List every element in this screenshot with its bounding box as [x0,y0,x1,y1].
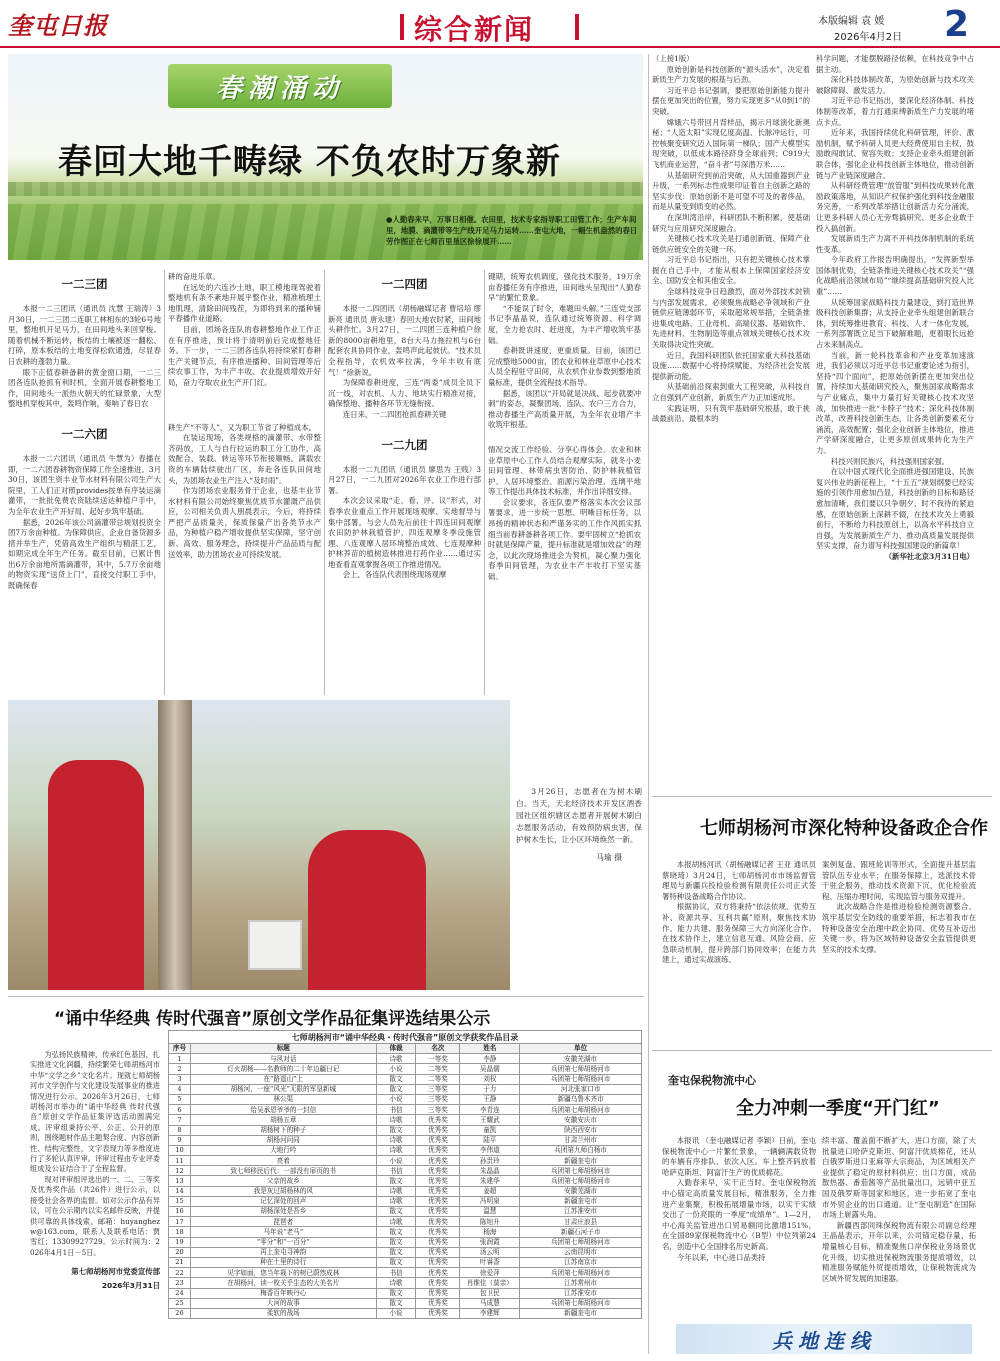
table-row [169,1308,642,1318]
table-cell: 小说 [376,1156,416,1166]
table-cell: 柔软的战场 [190,1308,376,1318]
table-cell: 优秀奖 [416,1176,460,1186]
tree-trunk [158,700,192,990]
story3-headline: 全力冲刺一季度“开门红” [736,1098,940,1119]
table-header-cell: 单位 [520,1044,642,1054]
table-cell: 大地行吟 [190,1145,376,1155]
table-cell: 陆平 [460,1135,520,1145]
table-row [169,1196,642,1206]
table-cell: 杨海 [460,1227,520,1237]
table-cell: 兵团第七师胡杨河市 [520,1074,642,1084]
table-cell: 10 [169,1145,191,1155]
table-cell: 2 [169,1064,191,1074]
table-cell: 18 [169,1227,191,1237]
table-cell: 22 [169,1268,191,1278]
table-cell: 书信 [376,1105,416,1115]
section-heading: 一二九团 [381,437,428,452]
table-cell: 马年说“老马” [190,1227,376,1237]
table-cell: 徐爱萍 [460,1268,520,1278]
table-cell: 陕西西安市 [520,1125,642,1135]
table-cell: 江苏淮安市 [520,1207,642,1217]
commentary-col-b [816,54,974,563]
table-row [169,1288,642,1298]
table-cell: 见字如面，您当年栽下的树已蔚然成林 [190,1268,376,1278]
table-cell: 5 [169,1094,191,1104]
table-cell: 9 [169,1135,191,1145]
table-row [169,1186,642,1196]
table-cell: 优秀奖 [416,1186,460,1196]
table-cell: 优秀奖 [416,1298,460,1308]
table-cell: 25 [169,1298,191,1308]
table-cell: 11 [169,1156,191,1166]
column-2 [168,272,321,560]
table-cell: 在胡杨河，读一枚关乎生态的大美名片 [190,1278,376,1288]
page-date: 2026年4月2日 [834,32,903,43]
table-cell: 散文 [376,1298,416,1308]
table-header-cell: 序号 [169,1044,191,1054]
table-row [169,1247,642,1257]
table-cell: 安徽安庆市 [520,1115,642,1125]
story3-col-b [822,1136,976,1284]
table-cell: 叶睿香 [460,1257,520,1267]
table-cell: 兵团第七师胡杨河市 [520,1298,642,1308]
table-cell: 散文 [376,1125,416,1135]
table-row [169,1207,642,1217]
table-cell: 二等奖 [416,1074,460,1084]
spring-banner [168,64,392,108]
table-cell: 王静 [460,1094,520,1104]
table-cell: 优秀奖 [416,1125,460,1135]
table-cell: 诗歌 [376,1186,416,1196]
article-body: 本报胡杨河讯（胡杨融媒记者 王亚 通讯员 蔡晓琦）3月24日，七师胡杨河市市场监督管理局与新疆兵投检验检测有限责任公司正式签署特种设备战略合作协议。 根据协议，双方将秉持“依法依规、优势互补、资源共享、互利共赢”原则，聚焦技术协作、能力共建、服务保障三大方向深化合作。在技术协作上，建立信息互通、风险会商、应急联动机制，提升跨部门协同效率；在能力共建上，通过实战演练、 [662,860,816,965]
table-cell: 优秀奖 [416,1257,460,1267]
table-cell: 优秀奖 [416,1115,460,1125]
table-cell: 优秀奖 [416,1196,460,1206]
table-row [169,1135,642,1145]
table-cell: 再上奎屯寻神韵 [190,1247,376,1257]
table-cell: 7 [169,1115,191,1125]
table-cell: 小说 [376,1094,416,1104]
competition-notice [30,1050,160,1291]
table-cell: 新疆石河子市 [520,1227,642,1237]
table-cell: 温慧 [460,1207,520,1217]
section-heading: 一二三团 [61,277,108,291]
table-cell: 河北张家口市 [520,1084,642,1094]
table-cell: 21 [169,1257,191,1267]
table-cell: 甘肃兰州市 [520,1135,642,1145]
volunteer-figure [308,830,426,990]
table-row [169,1074,642,1084]
table-cell: 兵团第九师白杨市 [520,1145,642,1155]
paint-bucket [248,920,302,970]
table-row [169,1227,642,1237]
table-cell: 优秀奖 [416,1217,460,1227]
table-cell: 亮着 [190,1156,376,1166]
table-cell: 兵团第七师胡杨河市 [520,1176,642,1186]
table-cell: 15 [169,1196,191,1206]
notice-org: 第七师胡杨河市党委宣传部 [71,1267,160,1277]
table-cell: 一等奖 [416,1054,460,1064]
article-body: 耕生产“不等人”，又为职工节省了种植成本。 在装运现场，各类规格的滴灌带、水带整齐码放，工人与自行拉运的职工分工协作，高效配合，装载、转运等环节衔接顺畅。满载农资的车辆陆续驶出厂区，奔赴各连队田间地头，为团场农业生产注入“及时雨”。 作为团场农业服务骨干企业，也基丰业节水材料有限公司始终聚焦优质节水灌溉产品供应，公司相关负责人朋晨表示，今后，将持续严把产品质量关，保质保量产出各类节水产品，为种植户稳产增收提供坚实保障，坚守创新、高效、服务理念，持续提升产品品质与配送效率，助力团场农业可持续发展。 [168,422,321,559]
table-cell: 优秀奖 [416,1156,460,1166]
table-header-cell: 姓名 [460,1044,520,1054]
table-cell: 散文 [376,1227,416,1237]
table-cell: 17 [169,1217,191,1227]
column-1 [8,270,161,592]
table-cell: 李静 [460,1054,520,1064]
table-cell: 于力 [460,1084,520,1094]
table-cell: 朱晶晶 [460,1166,520,1176]
table-cell: 散文 [376,1237,416,1247]
table-cell: 散文 [376,1084,416,1094]
table-cell: 李青连 [460,1105,520,1115]
table-row [169,1064,642,1074]
table-cell: 散文 [376,1207,416,1217]
table-cell: 13 [169,1176,191,1186]
story2-col-a [662,860,816,966]
award-table-wrap [168,1030,642,1319]
table-cell: 江苏常州市 [520,1278,642,1288]
article-body: 本报一二三团讯（通讯员 沈慧 王瑞涛）3月30日，一二三团二连职工林相东的3轮6号地里，整地机开足马力，在田间地头来回穿梭。随着机械不断运转，板结的土壤被逐一翻松、打碎，原本板结的土地变得松软通透，尽显春日农耕的蓬勃力量。 眼下正值春耕备耕的黄金窗口期，一二三团各连队抢抓有利时机，全面开展春耕整地工作，田间地头一派热火朝天的忙碌景象，大型整地机穿梭其中，轰鸣作响，奏响了春日农 [8,304,161,409]
article-body: 键期，统筹农机调度，强化技术服务，19万余亩春播任务有序推进，田间地头呈现出“人勤春早”的繁忙景象。 “不能误了时令，难题田头解。”三连党支部书记李晶晶说，连队通过统筹资源、科学调度，全力抢农时、赶进度，为丰产增收筑牢基础。 春耕既讲速度，更重质量。目前，该团已完成整地5000亩，团农业和林业草原中心技术人员全程驻守田间，从农机作业参数到整地质量标准，提供全流程技术指导。 据悉，该团以“开局就是决战、起步就要冲刺”的姿态，凝聚团场、连队、农户三方合力，推动春播生产高质量开展，为全年农业增产丰收筑牢根基。 [488,272,641,430]
table-row [169,1237,642,1247]
table-cell: 23 [169,1278,191,1288]
table-cell: 陈旭升 [460,1217,520,1227]
table-cell: 6 [169,1105,191,1115]
table-cell: 胡杨深处是吾乡 [190,1207,376,1217]
table-cell: 致七师移民后代：一部没有扉页的书 [190,1166,376,1176]
table-header-cell: 体裁 [376,1044,416,1054]
page-number: 2 [944,4,970,45]
section-divider-right [575,14,579,40]
table-cell: 优秀奖 [416,1308,460,1318]
table-cell: 优秀奖 [416,1237,460,1247]
table-row [169,1094,642,1104]
table-cell: 张润霞 [460,1237,520,1247]
table-cell: 童凯 [460,1125,520,1135]
notice-body: 为弘扬民族精神，传承红色基因，扎实推进文化润疆，持续繁荣七师胡杨河市中华“文学之乡”文化名片。现就七师胡杨河市文学创作与文化建设发展事业的推进情况进行公示。2026年3月26日，七师胡杨河市举办的“诵中华经典 传时代强音”原创文学作品征集评选活动圆满完成。评审组秉持公平、公正、公开的原则，围绕题材作品主题契合度、内容创新性、结构完整性、文字表现力等多维度进行了多轮认真评审。评审过程由专业评委组成及公证结合于了全程监督。 现对评审组评选出的一、二、三等奖及优秀奖作品（共26件）进行公示，以接受社会各界的监督。如对公示作品有异议，可在公示期内以实名邮件反映，并提供可靠的具体线索。邮箱：huyanghezw@163.com，联系人及联系电话：贾雪红；13309927729。公示时间为：2026年4月1日－5日。 [30,1050,160,1257]
table-cell: 优秀奖 [416,1288,460,1298]
table-cell: 梅香百年映丹心 [190,1288,376,1298]
table-cell: 给吴承恩爷爷的一封信 [190,1105,376,1115]
table-cell: 三等奖 [416,1105,460,1115]
table-cell: 优秀奖 [416,1135,460,1145]
table-row [169,1166,642,1176]
table-cell: 二等奖 [416,1064,460,1074]
commentary-text: 科学问题，才能摆脱路径依赖，在科技竞争中占据主动。 深化科技体制改革，为原始创新与技术攻关破除障碍、激发活力。 习近平总书记指出，要深化经济体制、科技体制等改革，着力打通束缚新质生产力发展的堵点卡点。 近年来，我国持续优化科研管理，评价、激励机制，赋予科研人员更大经费使用自主权，鼓励敢闯敢试、宽容失败；支持企业牵头组建创新联合体，强化企业科技创新主体地位，推动创新链与产业链深度融合。 从科研经费管理“放管服”到科技成果转化激励政策落地，从知识产权保护强化到科技金融服务完善，一系列改革举措让创新活力充分涌流，让更多科研人员心无旁骛搞研究、更多企业敢于投入搞创新。 发展新质生产力离不开科技体制机制的系统性变革。 今年政府工作报告明确提出，“发挥新型举国体制优势，全链条推进关键核心技术攻关”“强化战略前沿领域布局”“继续提高基础研究投入比重”…… 从统筹国家战略科技力量建设，到打造世界级科技创新集群；从支持企业牵头组建创新联合体，到统筹推进教育、科技、人才一体化发展，一系列部署既立足当下破解难题，更着眼长远抢占未来制高点。 当前，新一轮科技革命和产业变革加速演进，我们必须以习近平总书记重要论述为指引，坚持“四个面向”，把原始创新摆在更加突出位置，持续加大基础研究投入，聚焦国家战略需求与产业痛点，集中力量打好关键核心技术攻坚战，加快推进一批“卡脖子”技术；深化科技体制改革，改善科技创新生态，让各类创新要素充分涌流，高效配置；强化企业创新主体地位，推进产学研深度融合，让更多原创成果转化为生产力。 科技兴则民族兴，科技强则国家强。 在以中国式现代化全面推进强国建设、民族复兴伟业的新征程上，“十五五”规划纲要已经实施的引领作用愈加凸显，科技创新的目标和路径愈加清晰，我们要以只争朝夕、时不我待的紧迫感，在原始创新上深耕不辍，在技术攻关上勇毅前行，不断给力科技原创上，以高水平科技自立自强，为发展新质生产力、推动高质量发展提供坚实支撑，奋力谱写科技强国建设的新篇章！ （新华社北京3月31日电） [816,54,974,561]
table-cell: 散文 [376,1247,416,1257]
story3-col-a [662,1136,816,1263]
table-header-cell: 标题 [190,1044,376,1054]
table-row [169,1268,642,1278]
table-cell: 江苏淮安市 [520,1288,642,1298]
table-cell: 新疆乌鲁木齐市 [520,1094,642,1104]
table-cell: 肖维佳（莫亲） [460,1278,520,1288]
award-table [168,1043,642,1319]
table-cell: 姜超 [460,1186,520,1196]
table-cell: 优秀奖 [416,1227,460,1237]
table-cell: 兵团第七师胡杨河市 [520,1237,642,1247]
table-cell: 冯明泉 [460,1196,520,1206]
story2-col-b [822,860,976,955]
section-title: 综合新闻 [414,13,535,46]
table-cell: 种在土里的诗行 [190,1257,376,1267]
table-cell: 刘权 [460,1074,520,1084]
table-cell: 散文 [376,1074,416,1084]
notice-date: 2026年3月31日 [101,1281,160,1291]
article-body: 耕的奋进乐章。 在远处的六连沙土地，职工模地现驾驶着整地机有条不紊地开展平整作业，精准梳理土地肌理，清除田间残茬，为即将到来的播种铺平春播作业道路。 目前，团场各连队的春耕整地作业工作正在有序推进，预计将于清明前后完成整地任务。下一步，一二三团各连队将持续紧盯春耕生产关键节点，有序推进播种、田间管理等后续农事工作，为丰产丰收、农业提质增效开好局，奋力夺取农业生产开门红。 [168,272,321,387]
table-cell: 汤云明 [460,1247,520,1257]
table-cell: 散文 [376,1257,416,1267]
table-cell: 朱建华 [460,1176,520,1186]
table-cell: 灯火胡杨——名教师的二十年边疆日记 [190,1064,376,1074]
table-row [169,1298,642,1308]
table-cell: 优秀奖 [416,1145,460,1155]
table-row [169,1145,642,1155]
story-rule [8,996,644,997]
section-heading: 一二六团 [61,426,108,441]
column-3 [328,270,481,581]
table-cell: 14 [169,1186,191,1196]
table-cell: 江苏南京市 [520,1257,642,1267]
article-body: 本报一二六团讯（通讯员 牛慧为）春播在即，一二六团春耕物资保障工作全速推进。3月30日，该团生资丰业节水材料有限公司生产大院里，工人们正对照provides按单有序装运滴灌带，一批批免费农资陆续送达种植户手中，为全年农业生产开好局、起好步筑牢基础。 据悉，2026年该公司滴灌带总规划投资全团7万余亩种植。为保障供应，企业自备货源多措并举生产，凭借高效生产组织与精湛工艺，如期完成全年生产任务。截至目前，已累计售出6万余亩地所需滴灌带，其中，5.7万余亩地的物资实现“送货上门”，直接交付职工手中，既确保春 [8,453,161,591]
table-cell: 优秀奖 [416,1166,460,1176]
page-editor: 本版编辑 袁 媛 [818,16,885,27]
table-cell: 王耀武 [460,1115,520,1125]
table-row [169,1115,642,1125]
table-cell: 兵团第七师胡杨河市 [520,1105,642,1115]
article-body: 案例复盘、跟班轮训等形式，全面提升基层监管队伍专业水平；在服务保障上，选派技术骨干驻企服务，推动技术资源下沉，优化检验流程、压缩办理时间，实现监管与服务双提升。 此次战略合作是推进检验检测资源整合、筑牢基层安全防线的重要举措，标志着我市在特种设备安全治理中政企协同、优势互补迈出关键一步，将为区域特种设备安全监管提供更坚实的技术支撑。 [822,860,976,954]
table-cell: 诗歌 [376,1054,416,1064]
table-cell: 三等奖 [416,1084,460,1094]
bingdi-banner-text: 兵地连线 [772,1328,876,1353]
tree-row [8,182,643,196]
table-cell: 孙贵玲 [460,1156,520,1166]
table-cell: 在“路遥山”上 [190,1074,376,1084]
table-cell: 诗歌 [376,1135,416,1145]
table-cell: 8 [169,1125,191,1135]
table-row [169,1217,642,1227]
column-divider [484,270,485,695]
column-4 [488,272,641,583]
table-cell: 兵团第七师胡杨河市 [520,1064,642,1074]
table-cell: 诗歌 [376,1217,416,1227]
table-cell: 安徽芜湖市 [520,1054,642,1064]
table-cell: 新疆奎屯市 [520,1156,642,1166]
table-cell: 诗歌 [376,1115,416,1125]
table-cell: 胡杨河，一座“风光”无限的军垦新城 [190,1084,376,1094]
story2-headline: 七师胡杨河市深化特种设备政企合作 [700,818,988,839]
table-cell: 书信 [376,1268,416,1278]
table-cell: 诗歌 [376,1278,416,1288]
award-table-title: 七师胡杨河市“诵中华经典・传时代强音”原创文学获奖作品目录 [168,1030,642,1043]
masthead-rule [0,46,1000,48]
section-heading: 一二四团 [381,277,428,291]
table-row [169,1257,642,1267]
table-cell: 新疆奎屯市 [520,1308,642,1318]
table-cell: 琵琶者 [190,1217,376,1227]
article-body: 本报一二九团讯（通讯员 廖思为 王贱）3月27日，一二九团对2026年农业工作进行部署。 本次会议采取“走、看、评、议”形式，对春季农业重点工作开展现场观摩、实地督导与集中部署。与会人员先后前往十四连田间观摩农田防护林栽植管护、四连观摩冬季设施管理、八连观摩人居环境整治成效、七连观摩种护林养苗的植树造林推进打药作业……通过实地查看直观掌握各项工作推进情况。 会上，各连队代表围绕现场观摩 [328,464,481,580]
table-cell: 记忆深处的回声 [190,1196,376,1206]
table-cell: 3 [169,1074,191,1084]
photo-credit: 马瑜 摄 [596,853,622,862]
table-row [169,1054,642,1064]
table-cell: 林公渠 [190,1094,376,1104]
table-cell: 散文 [376,1176,416,1186]
article-body: 情况交流工作经验、分享心得体会。农业和林业草原中心工作人员结合观摩实际，就冬小麦田间管理、林带病虫害防治、防护林栽植管护、人居环境整治、面源污染治理、连璃平地等工作提出具体技术标准，并作出详细安排。 会议要求，各连队要严格落实本次会议部署要求，进一步统一思想、明晰目标任务，以昂扬的精神状态和严谨务实的工作作风抓实抓细当前春耕备耕各项工作。要牢固树立“抢抓农时就是保障产量，提升标准就是增加效益”的理念，以此次现场推进会为契机，凝心聚力强化春季田间管理，为农业丰产丰收打下坚实基础。 [488,444,641,582]
article-body: 本报讯 （奎屯融媒记者 李颖）日前，奎屯保税物流中心一片繁忙景象，一辆辆满载货物的车辆有序排队、依次入区。车上整齐码放着哈萨克斯坦、阿富汗生产的优质棉花。 入勤春来早，实干正当时。奎屯保税物流中心锚定高质量发展目标，精准服务，全力推进产业集聚，积极拓展增量市场，以实干实绩交出了一份亮眼的一季度“成绩单”。1—2月，中心海关监管进出口贸易额同比激增151%，在全国89家保税物流中心（B型）中位列第24名，创造中心全国排名历史新高。 今年以来，中心进口品类持 [662,1136,816,1262]
table-cell: 小说 [376,1308,416,1318]
table-cell: 散文 [376,1288,416,1298]
table-header-cell: 名次 [416,1044,460,1054]
commentary-text: （上接1版） 原始创新是科技创新的“源头活水”，决定着新质生产力发展的根基与后劲。 习近平总书记强调，要把原始创新能力提升摆在更加突出的位置，努力实现更多“从0到1”的突破。 嫦娥六号带回月背样品，揭示月球演化新奥秘；“人造太阳”实现亿度高温、长脉冲运行，可控核聚变研究迈入国际第一梯队；国产大模型实现突破，以低成本路径跻身全球前列；C919大飞机商业运营，“奋斗者”号深潜万米…… 从基础研究到前沿突破，从大国重器到产业升级，一系列标志性成果印证着自主创新之路的坚实步伐：原始创新不是可望不可及的奢侈品，而是从量变到质变的必然。 在深圳湾沿岸，科研团队不断积累，使基础研究与应用研究深度融合。 关键核心技术攻关是打通创新链、保障产业链供应链安全的关键一环。 习近平总书记指出，只有把关键核心技术掌握在自己手中，才能从根本上保障国家经济安全、国防安全和其他安全。 全球科技竞争日趋激烈，面对外部技术封锁与内部发展需求，必须聚焦战略必争领域和产业链供应链薄弱环节，采取超常规举措，全链条推进集成电路、工业母机、高端仪器、基础软件、先进材料、生物制造等重点领域关键核心技术攻关取得决定性突破。 近日，我国科研团队依托国家重大科技基础设施……数据中心将持续赋能，为经济社会发展提供新动能。 从基础前沿探索到重大工程突破，从科技自立自强到产业创新，新质生产力正加速成形。 实践证明，只有筑牢基础研究根基，敢于挑战最前沿、最根本的 [652,54,810,424]
table-row [169,1278,642,1288]
table-cell: 1 [169,1054,191,1064]
table-cell: 书信 [376,1166,416,1176]
table-cell: 马成慧 [460,1298,520,1308]
photo-caption-text: 3月26日，志愿者在为树木刷白。当天，天北经济技术开发区酒香园社区组织辖区志愿者开展树木刷白志愿服务活动，有效预防病虫害，保护树木生长，让小区环境焕然一新。 [516,787,642,844]
section-divider-left [400,14,404,40]
table-cell: 诗歌 [376,1145,416,1155]
table-cell: 4 [169,1084,191,1094]
table-cell: 兵团第七师胡杨河市 [520,1268,642,1278]
hero-headline: 春回大地千畴绿 不负农时万象新 [58,142,561,182]
column-divider [648,54,649,1354]
award-table-header [169,1044,642,1054]
table-cell: “零分”和“一百分” [190,1237,376,1247]
table-cell: 16 [169,1207,191,1217]
table-cell: 优秀奖 [416,1207,460,1217]
table-cell: 李伟道 [460,1145,520,1155]
table-cell: 24 [169,1288,191,1298]
table-cell: 胡杨河问同 [190,1135,376,1145]
table-row [169,1156,642,1166]
table-cell: 甘肃庄浪县 [520,1217,642,1227]
table-row [169,1125,642,1135]
table-cell: 三等奖 [416,1094,460,1104]
table-cell: 新疆奎屯市 [520,1196,642,1206]
table-cell: 我是灰过胡杨林的风 [190,1186,376,1196]
competition-headline: “诵中华经典 传时代强音”原创文学作品征集评选结果公示 [54,1009,491,1029]
table-cell: 包卫民 [460,1288,520,1298]
table-cell: 安徽芜湖市 [520,1186,642,1196]
bingdi-banner [676,1324,972,1354]
table-cell: 26 [169,1308,191,1318]
table-row [169,1105,642,1115]
table-cell: 20 [169,1247,191,1257]
table-cell: 兵团第七师胡杨河市 [520,1166,642,1176]
masthead-logo: 奎屯日报 [8,11,108,40]
volunteer-photo [8,700,510,990]
table-cell: 李建辉 [460,1308,520,1318]
table-cell: 父亲的故乡 [190,1176,376,1186]
table-cell: 12 [169,1166,191,1176]
commentary-col-a [652,54,810,425]
table-row [169,1176,642,1186]
story3-kicker: 奎屯保税物流中心 [668,1074,756,1087]
table-cell: 诗歌 [376,1196,416,1206]
story-rule [652,796,992,797]
table-cell: 优秀奖 [416,1278,460,1288]
table-cell: 吴晶儒 [460,1064,520,1074]
table-cell: 云南昆明市 [520,1247,642,1257]
table-cell: 胡杨五章 [190,1115,376,1125]
article-body: 续丰富、覆盖面不断扩大，进口方面，除了大批量进口哈萨克斯坦、阿富汗优质棉花，还从白俄罗斯进口亚麻等大宗商品，为区域相关产业提供了稳定的原材料供应；出口方面，成品散热器、番茄酱等产品批量出口，远销中亚五国及俄罗斯等国家和地区，进一步拓宽了奎屯市外贸企业的出口通道。让“奎屯制造”在国际市场上崭露头角。 新疆西部同珠保税物流有限公司副总经理王晶晶表示，开年以来，公司锚定稳存量、拓增量核心目标，精准聚焦口岸保税业务场景优化升级，切实推进保税物流服务提质增效，以精准服务赋能外贸提质增效，让保税物流成为区域外贸发展的加速器。 [822,1136,976,1283]
table-cell: 胡杨树下的种子 [190,1125,376,1135]
table-cell: 与风对话 [190,1054,376,1064]
volunteer-figure [48,760,144,990]
spring-banner-text: 春潮涌动 [215,73,344,104]
photo-caption [516,786,642,863]
column-divider [324,270,325,695]
table-cell: 优秀奖 [416,1247,460,1257]
table-cell: 优秀奖 [416,1268,460,1278]
column-divider [164,270,165,695]
table-row [169,1084,642,1094]
table-cell: 19 [169,1237,191,1247]
article-body: 本报一二四团讯（胡杨融媒记者 曹培培 缪新亮 通讯员 唐永建）春回大地农时紧，田间地头耕作忙。3月27日，一二四团三连种植户徐新的8000亩耕地里，8台大马力拖拉机与6台配套农具协同作业，轰鸣声此起彼伏。“技术员全程指导，农机效率拉满，今年丰收有底气！”徐新说。 为保障春耕进度，三连“两委”成员全员下沉一线，对农机、人力、地块实行精准对接，确保整地、播种各环节无缝衔接。 连日来，一二四团抢抓春耕关键 [328,304,481,419]
story-rule [652,1050,992,1051]
table-cell: 大河的故事 [190,1298,376,1308]
hero-caption: ●人勤春来早，万事日相催。农田里，技术专家指导职工田管工作；生产车间里，地膜、滴灌带等生产线开足马力运转……奎屯大地，一幅生机盎然的春日劳作图正在七师百里垦区徐徐展开…… [386,215,638,246]
table-cell: 小说 [376,1064,416,1074]
